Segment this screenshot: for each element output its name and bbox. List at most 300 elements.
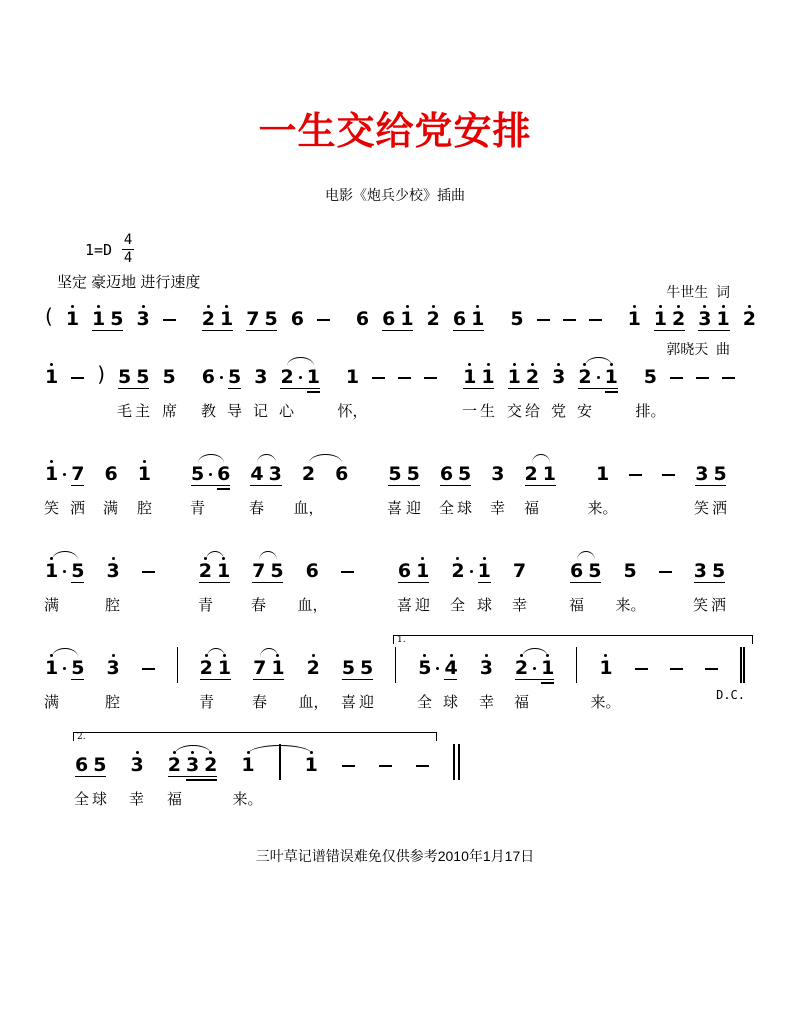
note: [306, 562, 319, 589]
lyric-syllable: 福: [568, 597, 585, 614]
beam-line: [202, 330, 233, 332]
note: [491, 465, 504, 492]
glyph: [662, 474, 675, 476]
note: [628, 305, 641, 337]
glyph: 2: [451, 560, 465, 582]
lyric-syllable: 喜: [340, 694, 357, 711]
note: [526, 363, 539, 395]
glyph: 5: [713, 463, 727, 485]
note: [672, 305, 685, 337]
lyric-syllable: 满: [43, 597, 60, 614]
slur-arc: [522, 648, 548, 657]
note: [356, 310, 369, 337]
glyph: 3: [130, 754, 144, 776]
note: [45, 557, 58, 589]
augmentation-dot: [533, 667, 536, 686]
glyph: [470, 570, 473, 573]
music-line: [45, 353, 745, 450]
glyph: 1: [345, 366, 360, 388]
glyph: 5: [110, 308, 124, 330]
note: [543, 465, 556, 492]
glyph: 5: [510, 308, 524, 330]
glyph: [635, 668, 648, 670]
lyric-syllable: 党: [550, 403, 567, 420]
beam-line: [217, 488, 230, 490]
duration-dash: [670, 377, 683, 395]
glyph: 5: [118, 366, 132, 388]
note: [342, 659, 355, 686]
note: [713, 465, 726, 492]
meter-lower: 4: [123, 250, 133, 266]
glyph: [163, 319, 176, 321]
glyph: 5: [227, 366, 242, 388]
glyph: [589, 319, 602, 321]
beam-line: [695, 485, 726, 487]
glyph: 1: [471, 308, 485, 330]
glyph: 1: [304, 754, 318, 776]
note: [202, 305, 215, 337]
composer-credit: 郭晓天 曲: [666, 341, 730, 357]
glyph: 7: [71, 463, 85, 485]
note: [218, 654, 231, 686]
glyph: 5: [264, 308, 278, 330]
volta-label: 1.: [397, 635, 406, 645]
beam-line: [71, 582, 84, 584]
slur-arc: [259, 551, 277, 560]
note: [388, 465, 401, 492]
duration-dash: [398, 377, 411, 395]
note: [106, 557, 119, 589]
beam-line: [92, 330, 123, 332]
glyph: [533, 667, 536, 670]
note: [712, 562, 725, 589]
note: [743, 305, 756, 337]
note: [458, 465, 471, 492]
slur-arc: [585, 357, 612, 366]
beam-line: [382, 330, 413, 332]
duration-dash: [341, 571, 354, 589]
lyric-syllable: 全: [73, 791, 90, 808]
lyric-syllable: 排。: [635, 403, 666, 420]
duration-dash: [635, 668, 648, 686]
glyph: (: [45, 304, 53, 328]
lyric-syllable: 生: [479, 403, 496, 420]
note: [110, 310, 123, 337]
time-signature: [122, 233, 134, 266]
glyph: 1: [219, 308, 234, 330]
note: [271, 654, 284, 686]
lyric-syllable: 血，: [293, 500, 324, 517]
glyph: 2: [514, 657, 529, 679]
beam-line: [694, 582, 725, 584]
augmentation-dot: [220, 376, 223, 395]
note: [200, 654, 213, 686]
note: [508, 363, 521, 395]
glyph: 1: [595, 463, 610, 485]
subtitle: 电影《炮兵少校》插曲: [325, 187, 465, 203]
glyph: 3: [268, 463, 282, 485]
beam-line: [578, 388, 618, 390]
duration-dash: [142, 571, 155, 589]
note: [444, 654, 457, 686]
glyph: 1: [481, 366, 495, 388]
glyph: 7: [253, 657, 267, 679]
glyph: [705, 668, 718, 670]
note: [93, 756, 106, 783]
slur-arc: [287, 357, 314, 366]
slur-arc: [577, 551, 595, 560]
note: [106, 654, 119, 686]
note: [407, 465, 420, 492]
glyph: 3: [254, 366, 268, 388]
augmentation-dot: [209, 473, 212, 492]
slur-arc: [206, 551, 224, 560]
note: [75, 756, 88, 783]
glyph: 6: [290, 308, 304, 330]
beam-line: [246, 330, 277, 332]
duration-dash: [537, 319, 550, 337]
duration-dash: [163, 319, 176, 337]
glyph: 2: [199, 657, 213, 679]
duration-dash: [670, 668, 683, 686]
augmentation-dot: [299, 376, 302, 395]
glyph: [341, 571, 354, 573]
note: [596, 465, 609, 492]
token-row: [45, 295, 756, 337]
meter-upper: 4: [123, 232, 133, 248]
note: [624, 562, 637, 589]
glyph: 3: [136, 308, 150, 330]
glyph: 5: [341, 657, 356, 679]
glyph: [424, 377, 437, 379]
lyric-syllable: 春: [250, 597, 267, 614]
glyph: 3: [479, 657, 493, 679]
note: [525, 465, 538, 492]
volta-bracket: [73, 732, 437, 741]
duration-dash: [424, 377, 437, 395]
note: [137, 305, 150, 337]
glyph: 5: [588, 560, 602, 582]
lyric-syllable: 腔: [104, 694, 121, 711]
duration-dash: [71, 377, 84, 395]
augmentation-dot: [63, 473, 66, 492]
glyph: 6: [201, 366, 215, 388]
glyph: 6: [382, 308, 396, 330]
slur-arc: [257, 454, 276, 463]
beam-line: [525, 485, 556, 487]
volta-label: 2.: [77, 732, 86, 742]
note: [118, 368, 131, 395]
beam-line: [605, 391, 618, 393]
note: [71, 659, 84, 686]
beam-line: [118, 388, 149, 390]
lyric-syllable: 教: [200, 403, 217, 420]
glyph: 2: [525, 366, 540, 388]
final-barline: [453, 744, 460, 780]
glyph: 2: [742, 308, 756, 330]
glyph: 6: [397, 560, 412, 582]
glyph: 1: [627, 308, 641, 330]
lyric-syllable: 球: [476, 597, 493, 614]
augmentation-dot: [436, 667, 439, 686]
lyric-syllable: 幸: [128, 791, 145, 808]
note: [45, 654, 58, 686]
note: [199, 557, 212, 589]
note: [695, 465, 708, 492]
dc-mark: D.C.: [716, 688, 745, 702]
token-row: [45, 450, 745, 492]
note: [66, 305, 79, 337]
beam-line: [541, 682, 554, 684]
glyph: 1: [653, 308, 668, 330]
glyph: [71, 377, 84, 379]
score: [43, 295, 756, 838]
duration-dash: [696, 377, 709, 395]
note: [191, 465, 204, 492]
glyph: 2: [524, 463, 538, 485]
glyph: 2: [201, 308, 215, 330]
note: [510, 310, 523, 337]
glyph: 1: [241, 754, 255, 776]
note: [280, 368, 293, 395]
beam-line: [463, 388, 494, 390]
note: [71, 562, 84, 589]
glyph: [63, 667, 66, 670]
final-barline: [740, 647, 745, 683]
note: [291, 310, 304, 337]
glyph: 2: [672, 308, 686, 330]
glyph: 1: [306, 366, 320, 388]
duration-dash: [342, 765, 355, 783]
glyph: 1: [416, 560, 430, 582]
note: [270, 562, 283, 589]
lyric-syllable: 给: [524, 403, 541, 420]
lyric-syllable: 球: [91, 791, 108, 808]
note: [45, 363, 58, 395]
beam-line: [250, 485, 282, 487]
note: [463, 363, 476, 395]
glyph: 1: [92, 308, 106, 330]
lyric-syllable: 腔: [104, 597, 121, 614]
glyph: 1: [65, 308, 80, 330]
beam-line: [508, 388, 539, 390]
beam-line: [253, 679, 284, 681]
glyph: 7: [512, 560, 527, 582]
music-line: [45, 450, 745, 547]
barline: [177, 647, 178, 683]
glyph: [317, 319, 330, 321]
glyph: ): [97, 362, 106, 386]
note: [302, 465, 315, 492]
note: [346, 368, 359, 395]
glyph: 3: [552, 366, 566, 388]
lyric-syllable: 主: [134, 403, 151, 420]
lyric-syllable: 心: [278, 403, 295, 420]
note: [717, 305, 730, 337]
note: [136, 368, 149, 395]
slur-arc: [207, 648, 225, 657]
note: [104, 465, 117, 492]
lyric-syllable: 福: [523, 500, 540, 517]
note: [398, 562, 411, 589]
music-line: [45, 295, 756, 353]
note: [241, 751, 254, 783]
glyph: [629, 474, 642, 476]
lyric-syllable: 全: [438, 500, 455, 517]
duration-dash: [662, 474, 675, 492]
glyph: [63, 473, 66, 476]
lyric-syllable: 幸: [511, 597, 528, 614]
glyph: 2: [280, 366, 294, 388]
lyric-syllable: 洒: [710, 597, 727, 614]
note: [253, 659, 266, 686]
glyph: 6: [305, 560, 319, 582]
note: [451, 557, 464, 589]
note: [217, 557, 230, 589]
glyph: 6: [439, 463, 454, 485]
lyric-syllable: 青: [198, 694, 215, 711]
glyph: 2: [306, 657, 320, 679]
footer-note: 三叶草记谱错误难免仅供参考2010年1月17日: [255, 848, 535, 864]
note: [269, 465, 282, 492]
glyph: [670, 377, 683, 379]
lyricist-credit: 牛世生 词: [666, 284, 730, 300]
duration-dash: [416, 765, 429, 783]
slur-arc: [52, 648, 78, 657]
glyph: 2: [578, 366, 592, 388]
glyph: 5: [270, 560, 284, 582]
glyph: [696, 377, 709, 379]
glyph: [659, 571, 672, 573]
volta-bracket: [393, 635, 753, 644]
note: [416, 557, 429, 589]
glyph: 3: [698, 308, 712, 330]
glyph: [398, 377, 411, 379]
parenthesis: [45, 304, 53, 337]
slur-arc: [532, 454, 550, 463]
glyph: [597, 376, 600, 379]
glyph: 3: [106, 560, 120, 582]
beam-line: [698, 330, 730, 332]
note: [471, 305, 484, 337]
glyph: 1: [463, 366, 477, 388]
augmentation-dot: [63, 570, 66, 589]
beam-line: [252, 582, 283, 584]
glyph: 6: [217, 463, 231, 485]
glyph: 5: [71, 560, 85, 582]
glyph: 3: [185, 754, 200, 776]
glyph: 3: [106, 657, 120, 679]
lyric-syllable: 笑: [692, 597, 709, 614]
note: [202, 368, 215, 395]
lyric-syllable: 血，: [298, 694, 329, 711]
glyph: 5: [711, 560, 726, 582]
glyph: 1: [542, 463, 556, 485]
beam-line: [200, 679, 231, 681]
glyph: 2: [426, 308, 440, 330]
beam-line: [342, 679, 373, 681]
note: [252, 562, 265, 589]
lyric-syllable: 全: [416, 694, 433, 711]
beam-line: [478, 582, 491, 584]
barline: [576, 647, 577, 683]
glyph: [537, 319, 550, 321]
glyph: [372, 377, 385, 379]
slur-arc: [260, 648, 278, 657]
note: [440, 465, 453, 492]
beam-line: [191, 485, 230, 487]
music-line: [73, 732, 745, 838]
beam-line: [453, 330, 484, 332]
key-signature: [85, 233, 134, 266]
glyph: 7: [252, 560, 266, 582]
slur-arc: [198, 454, 224, 463]
note: [92, 305, 105, 337]
glyph: 5: [418, 657, 432, 679]
glyph: 6: [335, 463, 349, 485]
glyph: 4: [250, 463, 264, 485]
music-line: [43, 635, 745, 741]
beam-line: [75, 776, 106, 778]
note: [130, 751, 143, 783]
glyph: 6: [570, 560, 584, 582]
beam-line: [570, 582, 601, 584]
note: [515, 654, 528, 686]
lyric-syllable: 青: [189, 500, 206, 517]
note: [163, 368, 176, 395]
token-row: [75, 732, 745, 783]
glyph: [670, 668, 683, 670]
lyric-syllable: 青: [197, 597, 214, 614]
glyph: 2: [301, 463, 316, 485]
glyph: 5: [93, 754, 107, 776]
lyric-syllable: 来。: [590, 694, 621, 711]
note: [45, 460, 58, 492]
note: [307, 654, 320, 686]
slur-arc: [52, 551, 78, 560]
lyric-syllable: 毛: [116, 403, 133, 420]
glyph: [379, 765, 392, 767]
glyph: 5: [190, 463, 205, 485]
lyric-syllable: 交: [506, 403, 523, 420]
lyric-syllable: 春: [248, 500, 265, 517]
lyric-syllable: 幸: [489, 500, 506, 517]
duration-dash: [142, 668, 155, 686]
barline: [395, 647, 396, 683]
beam-line: [444, 679, 457, 681]
note: [694, 562, 707, 589]
note: [578, 363, 591, 395]
glyph: 1: [45, 560, 59, 582]
glyph: 5: [71, 657, 85, 679]
glyph: 1: [45, 366, 59, 388]
glyph: 1: [45, 463, 59, 485]
beam-line: [71, 485, 84, 487]
note: [228, 368, 241, 395]
glyph: 1: [400, 308, 414, 330]
duration-dash: [659, 571, 672, 589]
glyph: 1: [477, 560, 491, 582]
lyric-syllable: 怀，: [337, 403, 368, 420]
note: [400, 305, 413, 337]
lyric-syllable: 满: [102, 500, 119, 517]
glyph: 5: [623, 560, 637, 582]
glyph: 5: [388, 463, 402, 485]
beam-line: [515, 679, 554, 681]
lyric-syllable: 春: [251, 694, 268, 711]
lyric-syllable: 迎: [414, 597, 431, 614]
glyph: 1: [216, 560, 231, 582]
